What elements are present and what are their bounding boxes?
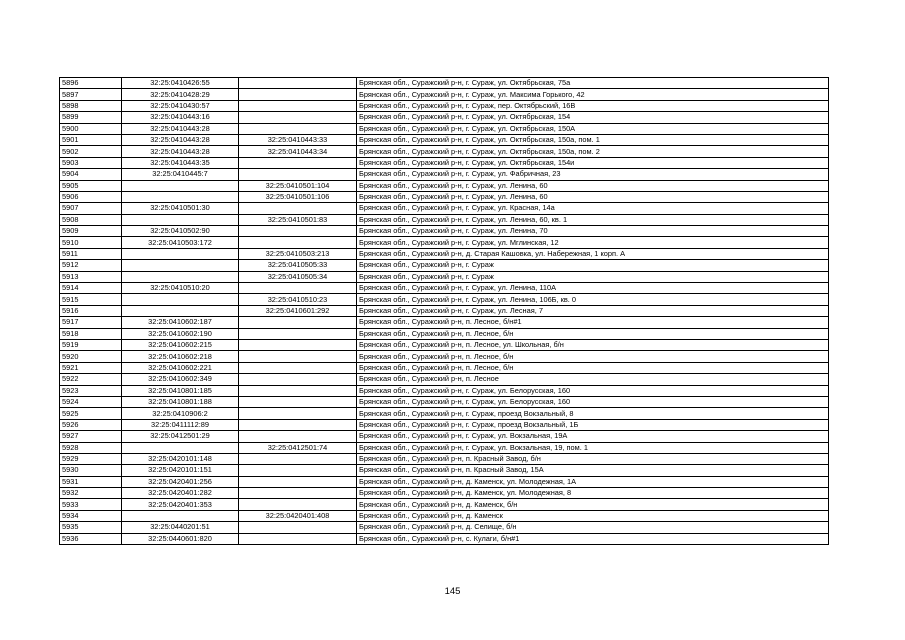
address-cell: Брянская обл., Суражский р-н, г. Сураж, ул. Октябрьская, 150а, пом. 1 xyxy=(357,134,829,145)
address-cell: Брянская обл., Суражский р-н, п. Лесное, б/н#1 xyxy=(357,317,829,328)
row-number-cell: 5900 xyxy=(60,123,122,134)
linked-cadastral-number-cell xyxy=(239,78,357,89)
address-cell: Брянская обл., Суражский р-н, г. Сураж, ул. Октябрьская, 154и xyxy=(357,157,829,168)
row-number-cell: 5924 xyxy=(60,396,122,407)
row-number-cell: 5915 xyxy=(60,294,122,305)
cadastral-number-cell xyxy=(122,214,239,225)
cadastral-number-cell: 32:25:0420101:148 xyxy=(122,453,239,464)
row-number-cell: 5932 xyxy=(60,488,122,499)
linked-cadastral-number-cell: 32:25:0410505:33 xyxy=(239,260,357,271)
linked-cadastral-number-cell xyxy=(239,123,357,134)
cadastral-number-cell xyxy=(122,510,239,521)
table-row xyxy=(60,522,829,533)
table-row xyxy=(60,442,829,453)
linked-cadastral-number-cell xyxy=(239,374,357,385)
address-cell: Брянская обл., Суражский р-н, г. Сураж, ул. Вокзальная, 19, пом. 1 xyxy=(357,442,829,453)
address-cell: Брянская обл., Суражский р-н, г. Сураж, ул. Октябрьская, 154 xyxy=(357,112,829,123)
row-number-cell: 5905 xyxy=(60,180,122,191)
linked-cadastral-number-cell xyxy=(239,488,357,499)
cadastral-number-cell: 32:25:0410443:35 xyxy=(122,157,239,168)
cadastral-number-cell xyxy=(122,294,239,305)
linked-cadastral-number-cell: 32:25:0410501:106 xyxy=(239,191,357,202)
linked-cadastral-number-cell xyxy=(239,169,357,180)
row-number-cell: 5927 xyxy=(60,431,122,442)
cadastral-number-cell: 32:25:0420401:353 xyxy=(122,499,239,510)
cadastral-number-cell: 32:25:0410445:7 xyxy=(122,169,239,180)
cadastral-number-cell: 32:25:0410428:29 xyxy=(122,89,239,100)
address-cell: Брянская обл., Суражский р-н, г. Сураж, ул. Максима Горького, 42 xyxy=(357,89,829,100)
table-row xyxy=(60,78,829,89)
linked-cadastral-number-cell: 32:25:0412501:74 xyxy=(239,442,357,453)
cadastral-number-cell: 32:25:0410801:188 xyxy=(122,396,239,407)
linked-cadastral-number-cell xyxy=(239,362,357,373)
address-cell: Брянская обл., Суражский р-н, г. Сураж, ул. Ленина, 106Б, кв. 0 xyxy=(357,294,829,305)
address-cell: Брянская обл., Суражский р-н, п. Красный Завод, б/н xyxy=(357,453,829,464)
linked-cadastral-number-cell xyxy=(239,328,357,339)
address-cell: Брянская обл., Суражский р-н, г. Сураж, ул. Октябрьская, 150а, пом. 2 xyxy=(357,146,829,157)
table-row xyxy=(60,408,829,419)
cadastral-number-cell xyxy=(122,442,239,453)
table-row xyxy=(60,328,829,339)
linked-cadastral-number-cell xyxy=(239,533,357,544)
cadastral-number-cell: 32:25:0411112:89 xyxy=(122,419,239,430)
table-row xyxy=(60,351,829,362)
row-number-cell: 5936 xyxy=(60,533,122,544)
cadastral-number-cell: 32:25:0410510:20 xyxy=(122,283,239,294)
row-number-cell: 5928 xyxy=(60,442,122,453)
table-row xyxy=(60,431,829,442)
table-row xyxy=(60,339,829,350)
cadastral-number-cell: 32:25:0410602:221 xyxy=(122,362,239,373)
linked-cadastral-number-cell: 32:25:0410505:34 xyxy=(239,271,357,282)
address-cell: Брянская обл., Суражский р-н, г. Сураж xyxy=(357,271,829,282)
table-row xyxy=(60,157,829,168)
row-number-cell: 5921 xyxy=(60,362,122,373)
row-number-cell: 5920 xyxy=(60,351,122,362)
table-row xyxy=(60,294,829,305)
row-number-cell: 5916 xyxy=(60,305,122,316)
table-row xyxy=(60,203,829,214)
address-cell: Брянская обл., Суражский р-н, г. Сураж, ул. Белорусская, 160 xyxy=(357,385,829,396)
linked-cadastral-number-cell xyxy=(239,351,357,362)
table-row xyxy=(60,385,829,396)
linked-cadastral-number-cell xyxy=(239,112,357,123)
cadastral-number-cell: 32:25:0410430:57 xyxy=(122,100,239,111)
cadastral-number-cell: 32:25:0410602:190 xyxy=(122,328,239,339)
table-row xyxy=(60,488,829,499)
table-row xyxy=(60,510,829,521)
row-number-cell: 5919 xyxy=(60,339,122,350)
cadastral-number-cell: 32:25:0410602:215 xyxy=(122,339,239,350)
table-row xyxy=(60,283,829,294)
row-number-cell: 5931 xyxy=(60,476,122,487)
address-cell: Брянская обл., Суражский р-н, г. Сураж, проезд Вокзальный, 8 xyxy=(357,408,829,419)
row-number-cell: 5914 xyxy=(60,283,122,294)
cadastral-number-cell xyxy=(122,191,239,202)
table-row xyxy=(60,476,829,487)
linked-cadastral-number-cell xyxy=(239,157,357,168)
table-row xyxy=(60,237,829,248)
linked-cadastral-number-cell: 32:25:0410443:34 xyxy=(239,146,357,157)
row-number-cell: 5934 xyxy=(60,510,122,521)
linked-cadastral-number-cell xyxy=(239,283,357,294)
cadastral-number-cell xyxy=(122,305,239,316)
linked-cadastral-number-cell: 32:25:0410601:292 xyxy=(239,305,357,316)
address-cell: Брянская обл., Суражский р-н, п. Красный Завод, 15А xyxy=(357,465,829,476)
row-number-cell: 5933 xyxy=(60,499,122,510)
row-number-cell: 5896 xyxy=(60,78,122,89)
address-cell: Брянская обл., Суражский р-н, п. Лесное xyxy=(357,374,829,385)
linked-cadastral-number-cell: 32:25:0410443:33 xyxy=(239,134,357,145)
table-row xyxy=(60,180,829,191)
table-row xyxy=(60,453,829,464)
address-cell: Брянская обл., Суражский р-н, г. Сураж, ул. Ленина, 60, кв. 1 xyxy=(357,214,829,225)
table-row xyxy=(60,89,829,100)
address-cell: Брянская обл., Суражский р-н, д. Каменск, б/н xyxy=(357,499,829,510)
table-row xyxy=(60,465,829,476)
cadastral-number-cell xyxy=(122,180,239,191)
address-cell: Брянская обл., Суражский р-н, д. Селище, б/н xyxy=(357,522,829,533)
row-number-cell: 5903 xyxy=(60,157,122,168)
linked-cadastral-number-cell xyxy=(239,465,357,476)
address-cell: Брянская обл., Суражский р-н, г. Сураж, ул. Вокзальная, 19А xyxy=(357,431,829,442)
address-cell: Брянская обл., Суражский р-н, д. Старая Кашовка, ул. Набережная, 1 корп. А xyxy=(357,248,829,259)
cadastral-number-cell xyxy=(122,260,239,271)
cadastral-number-cell: 32:25:0410426:55 xyxy=(122,78,239,89)
cadastral-number-cell: 32:25:0410443:28 xyxy=(122,134,239,145)
row-number-cell: 5904 xyxy=(60,169,122,180)
linked-cadastral-number-cell xyxy=(239,522,357,533)
cadastral-number-cell: 32:25:0410443:16 xyxy=(122,112,239,123)
row-number-cell: 5925 xyxy=(60,408,122,419)
table-row xyxy=(60,260,829,271)
address-cell: Брянская обл., Суражский р-н, г. Сураж, ул. Ленина, 110А xyxy=(357,283,829,294)
cadastral-number-cell: 32:25:0440201:51 xyxy=(122,522,239,533)
cadastral-number-cell: 32:25:0420101:151 xyxy=(122,465,239,476)
cadastral-number-cell: 32:25:0410602:218 xyxy=(122,351,239,362)
table-row xyxy=(60,214,829,225)
linked-cadastral-number-cell xyxy=(239,396,357,407)
row-number-cell: 5913 xyxy=(60,271,122,282)
cadastral-number-cell xyxy=(122,271,239,282)
linked-cadastral-number-cell xyxy=(239,453,357,464)
row-number-cell: 5929 xyxy=(60,453,122,464)
address-cell: Брянская обл., Суражский р-н, г. Сураж, ул. Белорусская, 160 xyxy=(357,396,829,407)
linked-cadastral-number-cell: 32:25:0420401:408 xyxy=(239,510,357,521)
address-cell: Брянская обл., Суражский р-н, г. Сураж, ул. Мглинская, 12 xyxy=(357,237,829,248)
address-cell: Брянская обл., Суражский р-н, г. Сураж, ул. Ленина, 60 xyxy=(357,180,829,191)
table-row xyxy=(60,396,829,407)
row-number-cell: 5922 xyxy=(60,374,122,385)
table-row xyxy=(60,134,829,145)
linked-cadastral-number-cell xyxy=(239,499,357,510)
address-cell: Брянская обл., Суражский р-н, г. Сураж, ул. Октябрьская, 150А xyxy=(357,123,829,134)
linked-cadastral-number-cell: 32:25:0410501:83 xyxy=(239,214,357,225)
linked-cadastral-number-cell xyxy=(239,237,357,248)
cadastral-number-cell: 32:25:0410906:2 xyxy=(122,408,239,419)
table-row xyxy=(60,100,829,111)
row-number-cell: 5909 xyxy=(60,226,122,237)
row-number-cell: 5930 xyxy=(60,465,122,476)
linked-cadastral-number-cell xyxy=(239,385,357,396)
cadastral-number-cell xyxy=(122,248,239,259)
table-row xyxy=(60,499,829,510)
address-cell: Брянская обл., Суражский р-н, г. Сураж, ул. Ленина, 70 xyxy=(357,226,829,237)
address-cell: Брянская обл., Суражский р-н, г. Сураж, ул. Фабричная, 23 xyxy=(357,169,829,180)
linked-cadastral-number-cell xyxy=(239,226,357,237)
table-row xyxy=(60,533,829,544)
linked-cadastral-number-cell: 32:25:0410510:23 xyxy=(239,294,357,305)
table-row xyxy=(60,305,829,316)
row-number-cell: 5908 xyxy=(60,214,122,225)
cadastral-number-cell: 32:25:0410443:28 xyxy=(122,146,239,157)
address-cell: Брянская обл., Суражский р-н, г. Сураж xyxy=(357,260,829,271)
cadastral-number-cell: 32:25:0410443:28 xyxy=(122,123,239,134)
row-number-cell: 5906 xyxy=(60,191,122,202)
table-row xyxy=(60,374,829,385)
cadastral-number-cell: 32:25:0410801:185 xyxy=(122,385,239,396)
table-row xyxy=(60,248,829,259)
row-number-cell: 5911 xyxy=(60,248,122,259)
table-row xyxy=(60,419,829,430)
row-number-cell: 5912 xyxy=(60,260,122,271)
page-number: 145 xyxy=(444,586,461,597)
address-cell: Брянская обл., Суражский р-н, г. Сураж, ул. Красная, 14а xyxy=(357,203,829,214)
address-cell: Брянская обл., Суражский р-н, с. Кулаги, б/н#1 xyxy=(357,533,829,544)
cadastral-number-cell: 32:25:0410503:172 xyxy=(122,237,239,248)
row-number-cell: 5917 xyxy=(60,317,122,328)
row-number-cell: 5926 xyxy=(60,419,122,430)
address-cell: Брянская обл., Суражский р-н, д. Каменск, ул. Молодежная, 1А xyxy=(357,476,829,487)
cadastral-number-cell: 32:25:0410502:90 xyxy=(122,226,239,237)
table-row xyxy=(60,362,829,373)
table-row xyxy=(60,123,829,134)
address-cell: Брянская обл., Суражский р-н, д. Каменск xyxy=(357,510,829,521)
address-cell: Брянская обл., Суражский р-н, г. Сураж, ул. Ленина, 60 xyxy=(357,191,829,202)
row-number-cell: 5935 xyxy=(60,522,122,533)
row-number-cell: 5898 xyxy=(60,100,122,111)
cadastral-number-cell: 32:25:0412501:29 xyxy=(122,431,239,442)
row-number-cell: 5907 xyxy=(60,203,122,214)
linked-cadastral-number-cell xyxy=(239,476,357,487)
row-number-cell: 5897 xyxy=(60,89,122,100)
row-number-cell: 5918 xyxy=(60,328,122,339)
linked-cadastral-number-cell xyxy=(239,89,357,100)
row-number-cell: 5901 xyxy=(60,134,122,145)
table-row xyxy=(60,226,829,237)
address-cell: Брянская обл., Суражский р-н, г. Сураж, пер. Октябрьский, 16В xyxy=(357,100,829,111)
row-number-cell: 5902 xyxy=(60,146,122,157)
cadastral-number-cell: 32:25:0410602:349 xyxy=(122,374,239,385)
address-cell: Брянская обл., Суражский р-н, п. Лесное, б/н xyxy=(357,362,829,373)
registry-table-body xyxy=(60,78,829,545)
cadastral-number-cell: 32:25:0440601:820 xyxy=(122,533,239,544)
linked-cadastral-number-cell xyxy=(239,203,357,214)
table-row xyxy=(60,271,829,282)
linked-cadastral-number-cell xyxy=(239,408,357,419)
linked-cadastral-number-cell: 32:25:0410501:104 xyxy=(239,180,357,191)
property-registry-table xyxy=(59,77,829,545)
table-row xyxy=(60,169,829,180)
cadastral-number-cell: 32:25:0410501:30 xyxy=(122,203,239,214)
row-number-cell: 5923 xyxy=(60,385,122,396)
address-cell: Брянская обл., Суражский р-н, п. Лесное, ул. Школьная, б/н xyxy=(357,339,829,350)
address-cell: Брянская обл., Суражский р-н, г. Сураж, ул. Октябрьская, 75а xyxy=(357,78,829,89)
cadastral-number-cell: 32:25:0420401:282 xyxy=(122,488,239,499)
linked-cadastral-number-cell: 32:25:0410503:213 xyxy=(239,248,357,259)
row-number-cell: 5910 xyxy=(60,237,122,248)
address-cell: Брянская обл., Суражский р-н, п. Лесное, б/н xyxy=(357,351,829,362)
table-row xyxy=(60,112,829,123)
linked-cadastral-number-cell xyxy=(239,431,357,442)
table-row xyxy=(60,191,829,202)
cadastral-number-cell: 32:25:0420401:256 xyxy=(122,476,239,487)
linked-cadastral-number-cell xyxy=(239,419,357,430)
address-cell: Брянская обл., Суражский р-н, д. Каменск, ул. Молодежная, 8 xyxy=(357,488,829,499)
address-cell: Брянская обл., Суражский р-н, г. Сураж, ул. Лесная, 7 xyxy=(357,305,829,316)
address-cell: Брянская обл., Суражский р-н, п. Лесное, б/н xyxy=(357,328,829,339)
linked-cadastral-number-cell xyxy=(239,317,357,328)
address-cell: Брянская обл., Суражский р-н, г. Сураж, проезд Вокзальный, 1Б xyxy=(357,419,829,430)
table-row xyxy=(60,317,829,328)
table-row xyxy=(60,146,829,157)
linked-cadastral-number-cell xyxy=(239,100,357,111)
linked-cadastral-number-cell xyxy=(239,339,357,350)
cadastral-number-cell: 32:25:0410602:187 xyxy=(122,317,239,328)
row-number-cell: 5899 xyxy=(60,112,122,123)
